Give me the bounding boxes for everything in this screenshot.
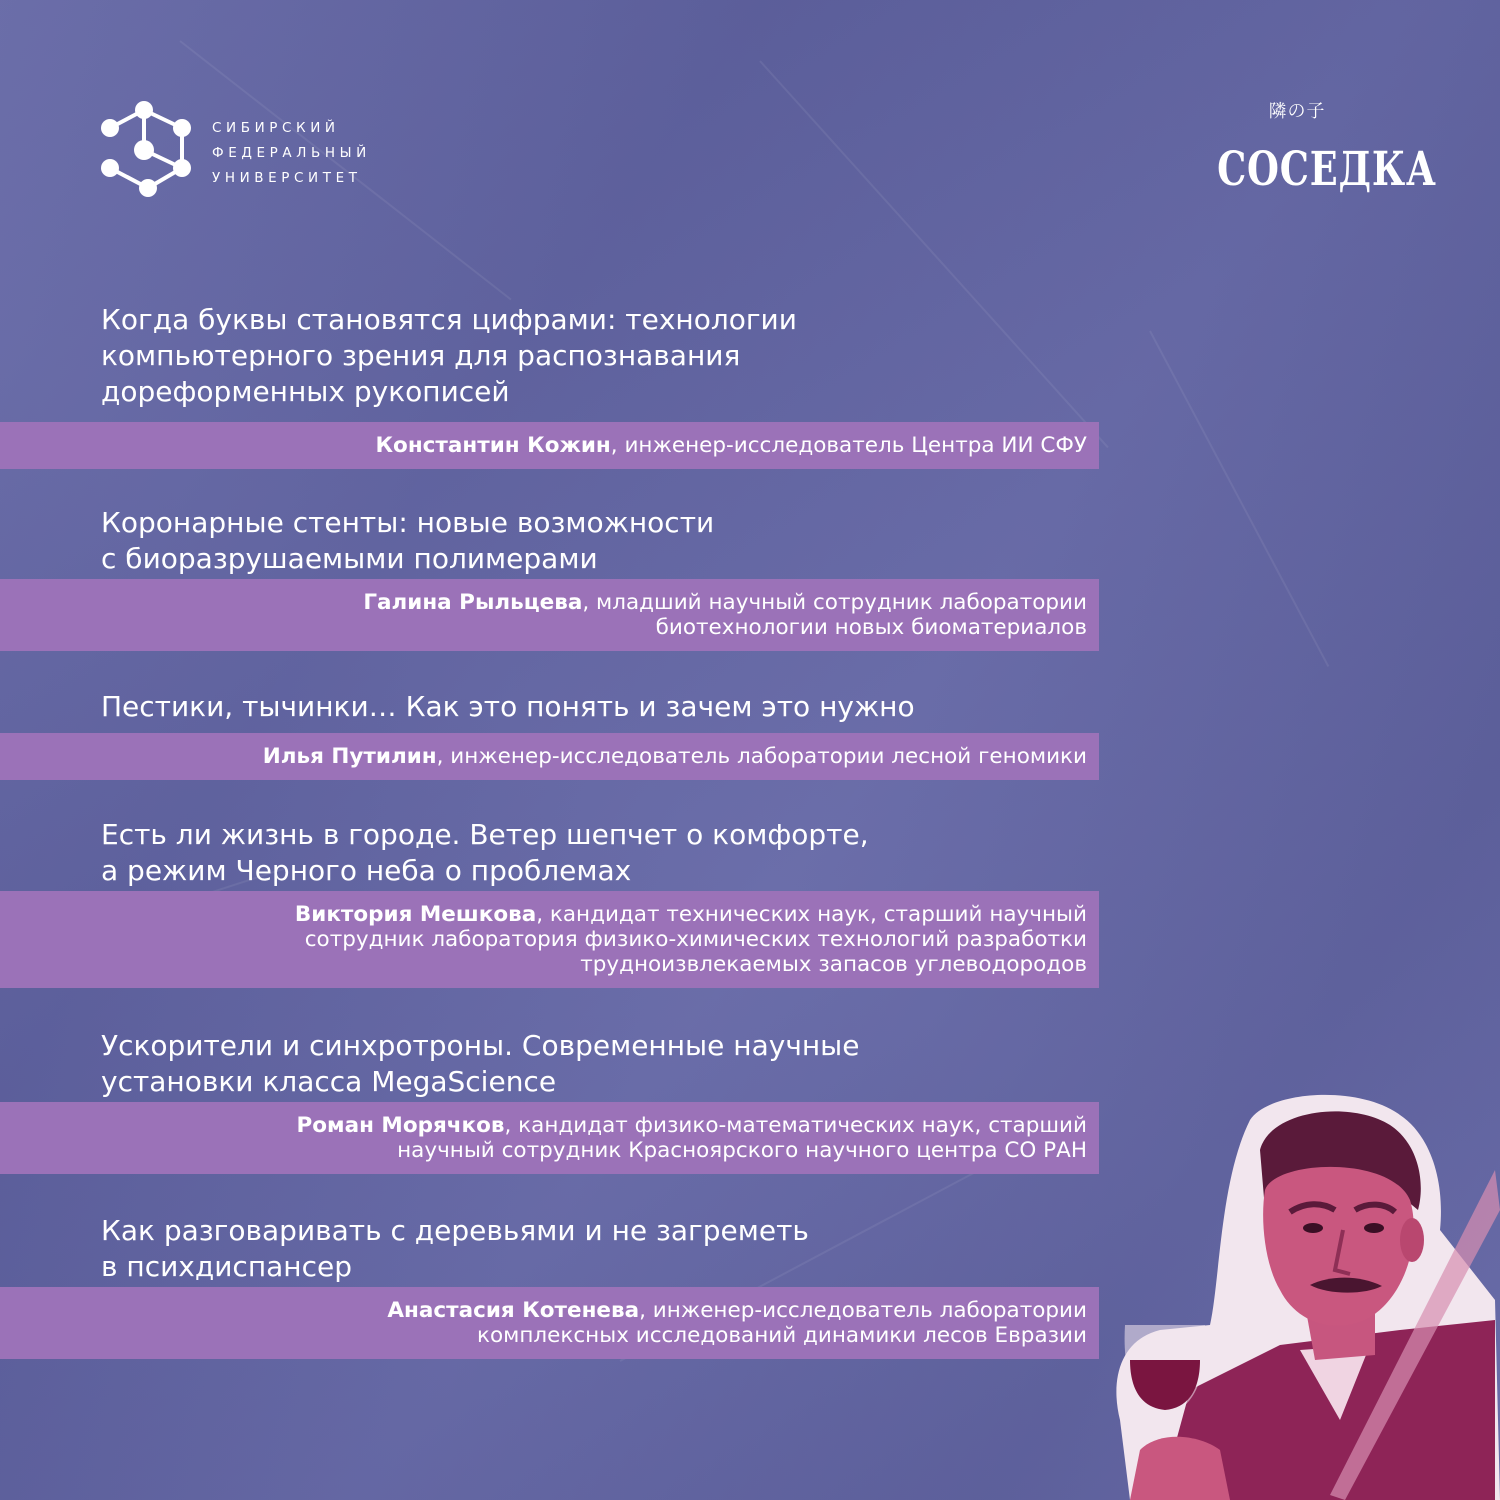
talk-title: Коронарные стенты: новые возможности с биоразрушаемыми полимерами: [101, 506, 715, 575]
speaker-role: , инженер-исследователь лаборатории лесной геномики: [436, 744, 1087, 769]
brand-japanese: 隣の子: [1268, 101, 1326, 122]
speaker-name: Роман Морячков: [296, 1113, 505, 1138]
talk-title: Есть ли жизнь в городе. Ветер шепчет о комфорте, а режим Черного неба о проблемах: [101, 818, 869, 887]
speaker-name: Анастасия Котенева: [387, 1298, 640, 1323]
sfu-logo-line: СИБИРСКИЙ: [212, 120, 340, 136]
talk-title: Пестики, тычинки… Как это понять и зачем это нужно: [101, 690, 915, 723]
portrait-illustration: [1100, 1090, 1500, 1500]
speaker-bar: [0, 422, 1099, 469]
speaker-role: , младший научный сотрудник лаборатории биотехнологии новых биоматериалов: [582, 590, 1087, 640]
speaker-name: Константин Кожин: [375, 433, 611, 458]
speaker-role: , кандидат технических наук, старший научный сотрудник лаборатория физико-химических технологий разработки трудноизвлекаемых запасов углеводородов: [304, 902, 1087, 977]
speaker-name: Галина Рыльцева: [363, 590, 583, 615]
talk-title: Когда буквы становятся цифрами: технологии компьютерного зрения для распознавания дореформенных рукописей: [101, 303, 797, 408]
talk-title: Ускорители и синхротроны. Современные научные установки класса MegaScience: [101, 1029, 860, 1098]
speaker-role: , кандидат физико-математических наук, старший научный сотрудник Красноярского научного центра СО РАН: [397, 1113, 1087, 1163]
speaker-role: , инженер-исследователь Центра ИИ СФУ: [610, 433, 1087, 458]
speaker-name: Илья Путилин: [262, 744, 437, 769]
brand-name: СОСЕДКА: [1217, 142, 1437, 197]
speaker-bar: [0, 1287, 1099, 1359]
sfu-logo-icon: [98, 100, 194, 200]
speaker-role: , инженер-исследователь лаборатории комплексных исследований динамики лесов Евразии: [476, 1298, 1087, 1348]
sfu-logo-text: [212, 116, 371, 191]
sfu-logo-line: УНИВЕРСИТЕТ: [212, 170, 362, 186]
sfu-logo-line: ФЕДЕРАЛЬНЫЙ: [212, 145, 371, 161]
speaker-name: Виктория Мешкова: [294, 902, 537, 927]
paper-crease: [1149, 331, 1329, 667]
talk-title: Как разговаривать с деревьями и не загреметь в психдиспансер: [101, 1214, 809, 1283]
speaker-bar: [0, 733, 1099, 780]
speaker-bar: [0, 1102, 1099, 1174]
speaker-bar: [0, 579, 1099, 651]
speaker-bar: [0, 891, 1099, 988]
